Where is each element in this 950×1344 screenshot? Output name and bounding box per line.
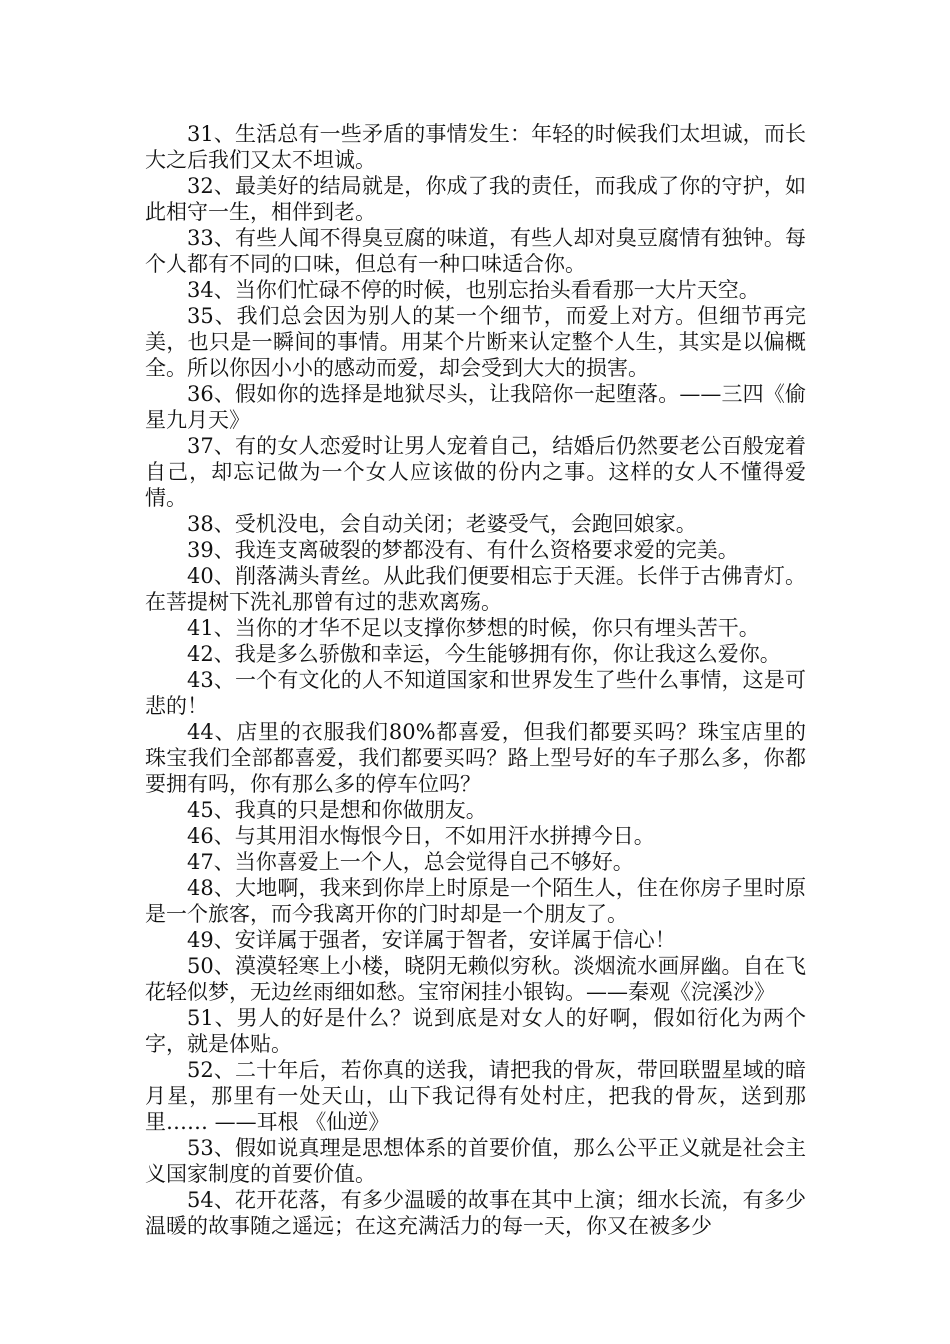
paragraph-39: 39、我连支离破裂的梦都没有、有什么资格要求爱的完美。 xyxy=(187,538,739,562)
paragraph-34: 34、当你们忙碌不停的时候，也别忘抬头看看那一大片天空。 xyxy=(187,278,760,302)
paragraph-50: 50、漠漠轻寒上小楼，晓阴无赖似穷秋。淡烟流水画屏幽。自在飞花轻似梦，无边丝雨细如愁。宝帘闲挂小银钩。——秦观《浣溪沙》 xyxy=(145,954,806,1004)
paragraph-40: 40、削落满头青丝。从此我们便要相忘于天涯。长伴于古佛青灯。在菩提树下洗礼那曾有过的悲欢离殇。 xyxy=(145,564,806,614)
paragraph-38: 38、受机没电，会自动关闭；老婆受气，会跑回娘家。 xyxy=(187,512,697,536)
paragraph-45: 45、我真的只是想和你做朋友。 xyxy=(187,798,487,822)
paragraph-33: 33、有些人闻不得臭豆腐的味道，有些人却对臭豆腐情有独钟。每个人都有不同的口味，但总有一种口味适合你。 xyxy=(145,226,806,276)
paragraph-52: 52、二十年后，若你真的送我，请把我的骨灰，带回联盟星域的暗月星，那里有一处天山，山下我记得有处村庄，把我的骨灰，送到那里…… ——耳根 《仙逆》 xyxy=(145,1058,806,1134)
paragraph-42: 42、我是多么骄傲和幸运，今生能够拥有你，你让我这么爱你。 xyxy=(187,642,781,666)
paragraph-51: 51、男人的好是什么？说到底是对女人的好啊，假如衍化为两个字，就是体贴。 xyxy=(145,1006,806,1056)
paragraph-31: 31、生活总有一些矛盾的事情发生：年轻的时候我们太坦诚，而长大之后我们又太不坦诚。 xyxy=(145,122,806,172)
paragraph-32: 32、最美好的结局就是，你成了我的责任，而我成了你的守护，如此相守一生，相伴到老。 xyxy=(145,174,806,224)
paragraph-36: 36、假如你的选择是地狱尽头，让我陪你一起堕落。——三四《偷星九月天》 xyxy=(145,382,806,432)
document-body xyxy=(145,121,806,1239)
paragraph-54: 54、花开花落，有多少温暖的故事在其中上演；细水长流，有多少温暖的故事随之遥远；在这充满活力的每一天，你又在被多少 xyxy=(145,1188,806,1238)
paragraph-47: 47、当你喜爱上一个人，总会觉得自己不够好。 xyxy=(187,850,634,874)
paragraph-37: 37、有的女人恋爱时让男人宠着自己，结婚后仍然要老公百般宠着自己，却忘记做为一个女人应该做的份内之事。这样的女人不懂得爱情。 xyxy=(145,434,806,510)
paragraph-44: 44、店里的衣服我们80%都喜爱，但我们都要买吗？珠宝店里的珠宝我们全部都喜爱，我们都要买吗？路上型号好的车子那么多，你都要拥有吗，你有那么多的停车位吗？ xyxy=(145,720,806,796)
paragraph-46: 46、与其用泪水悔恨今日，不如用汗水拼搏今日。 xyxy=(187,824,655,848)
paragraph-53: 53、假如说真理是思想体系的首要价值，那么公平正义就是社会主义国家制度的首要价值。 xyxy=(145,1136,806,1186)
paragraph-49: 49、安详属于强者，安详属于智者，安详属于信心！ xyxy=(187,928,676,952)
paragraph-48: 48、大地啊，我来到你岸上时原是一个陌生人，住在你房子里时原是一个旅客，而今我离开你的门时却是一个朋友了。 xyxy=(145,876,806,926)
paragraph-35: 35、我们总会因为别人的某一个细节，而爱上对方。但细节再完美，也只是一瞬间的事情。用某个片断来认定整个人生，其实是以偏概全。所以你因小小的感动而爱，却会受到大大的损害。 xyxy=(145,304,806,380)
paragraph-41: 41、当你的才华不足以支撑你梦想的时候，你只有埋头苦干。 xyxy=(187,616,760,640)
paragraph-43: 43、一个有文化的人不知道国家和世界发生了些什么事情，这是可悲的！ xyxy=(145,668,806,718)
